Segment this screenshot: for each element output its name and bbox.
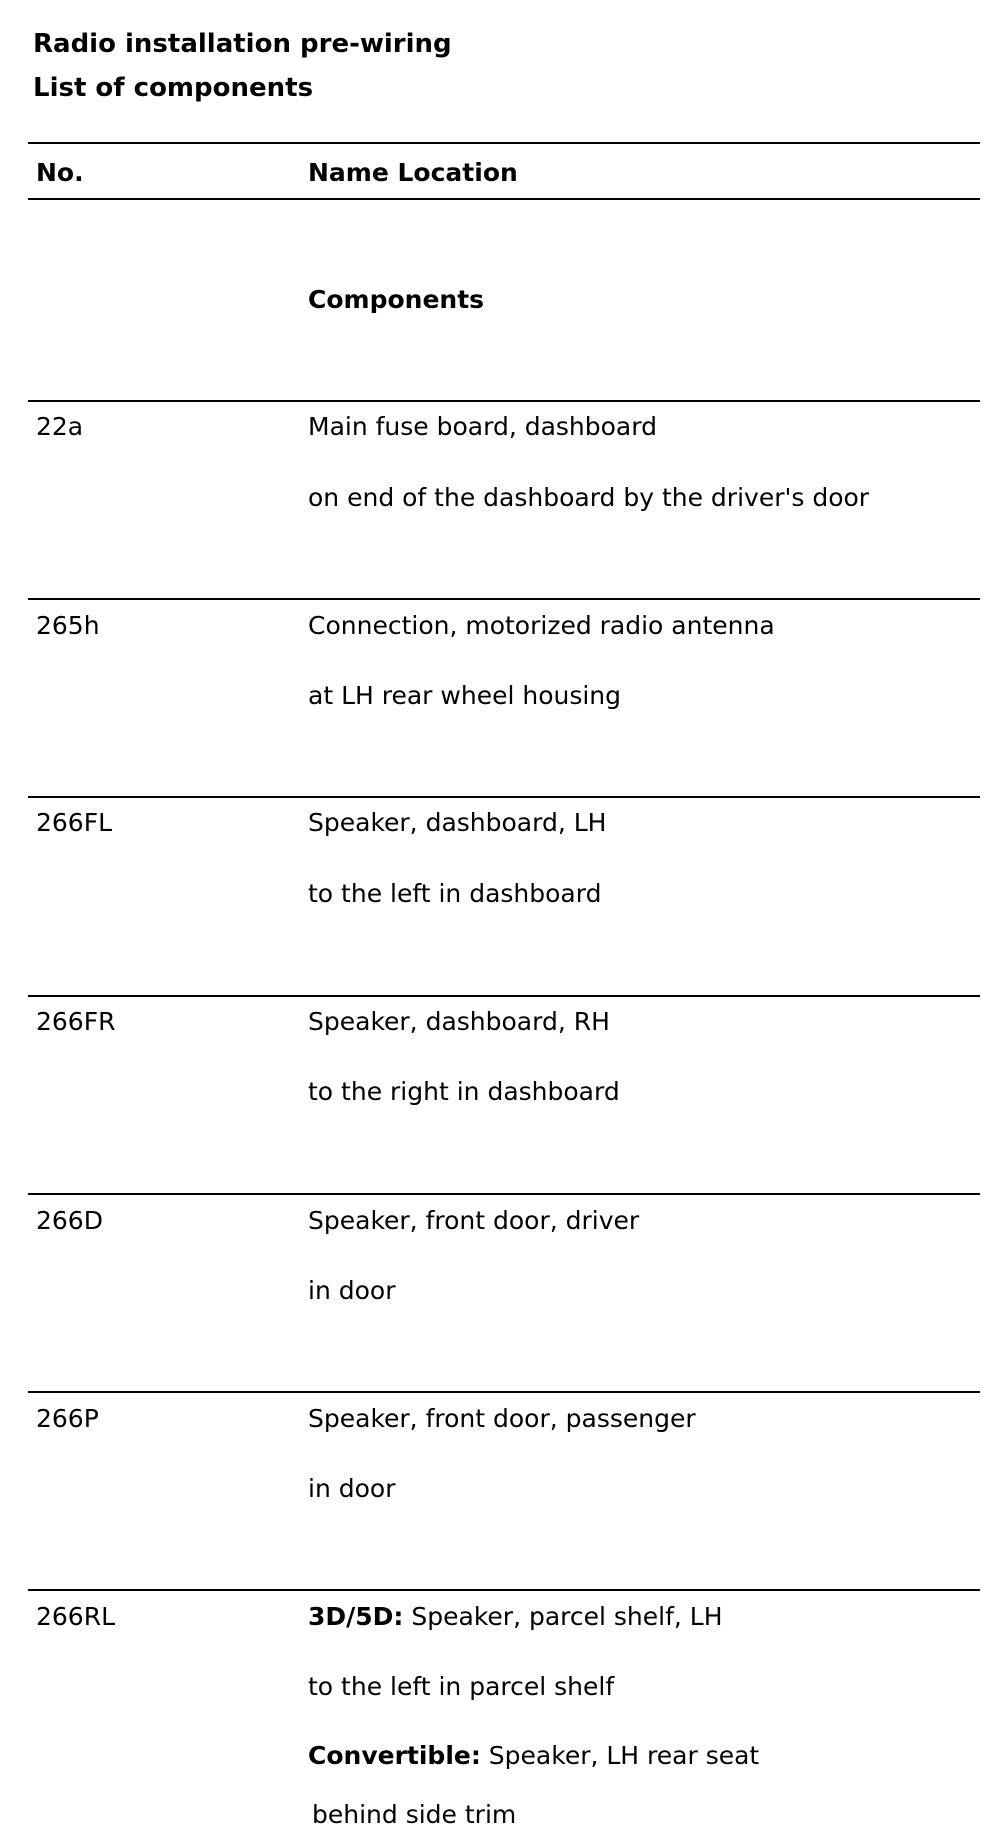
row-no: 266FL: [36, 808, 113, 837]
row-no: 266FR: [36, 1007, 116, 1036]
row-name: Connection, motorized radio antenna: [308, 611, 775, 640]
row-name: Main fuse board, dashboard: [308, 412, 657, 441]
row-variant-2: [308, 1743, 759, 1768]
row-no: 265h: [36, 611, 100, 640]
section-heading: Components: [308, 285, 485, 314]
row-location: to the left in parcel shelf: [308, 1672, 615, 1701]
table-header-rule: [28, 198, 980, 200]
row-name: Speaker, dashboard, LH: [308, 808, 607, 837]
document-title: Radio installation pre-wiring: [33, 29, 452, 59]
row-name: Speaker, front door, driver: [308, 1206, 640, 1235]
variant-2-name: Speaker, LH rear seat: [480, 1741, 760, 1770]
row-location: to the right in dashboard: [308, 1077, 620, 1106]
row-location: at LH rear wheel housing: [308, 681, 622, 710]
header-no: No.: [36, 158, 84, 187]
row-no: 266P: [36, 1404, 99, 1433]
row-variant-1: [308, 1604, 723, 1629]
variant-2-label: Convertible:: [308, 1741, 481, 1770]
row-no: 266RL: [36, 1602, 116, 1631]
header-name-location: Name Location: [308, 158, 518, 187]
row-name: Speaker, front door, passenger: [308, 1404, 696, 1433]
table-top-rule: [28, 142, 980, 144]
variant-1-label: 3D/5D:: [308, 1602, 404, 1631]
row-name: Speaker, dashboard, RH: [308, 1007, 610, 1036]
row-rule: [28, 598, 980, 600]
row-location: on end of the dashboard by the driver's door: [308, 483, 870, 512]
row-rule: [28, 400, 980, 402]
row-rule: [28, 1391, 980, 1393]
row-location: in door: [308, 1276, 396, 1305]
document-subtitle: List of components: [33, 73, 314, 103]
row-location: in door: [308, 1474, 396, 1503]
row-rule: [28, 1589, 980, 1591]
row-rule: [28, 995, 980, 997]
row-location: to the left in dashboard: [308, 879, 602, 908]
row-no: 22a: [36, 412, 84, 441]
row-no: 266D: [36, 1206, 103, 1235]
row-location: behind side trim: [312, 1800, 517, 1829]
row-rule: [28, 796, 980, 798]
row-rule: [28, 1193, 980, 1195]
variant-1-name: Speaker, parcel shelf, LH: [403, 1602, 723, 1631]
